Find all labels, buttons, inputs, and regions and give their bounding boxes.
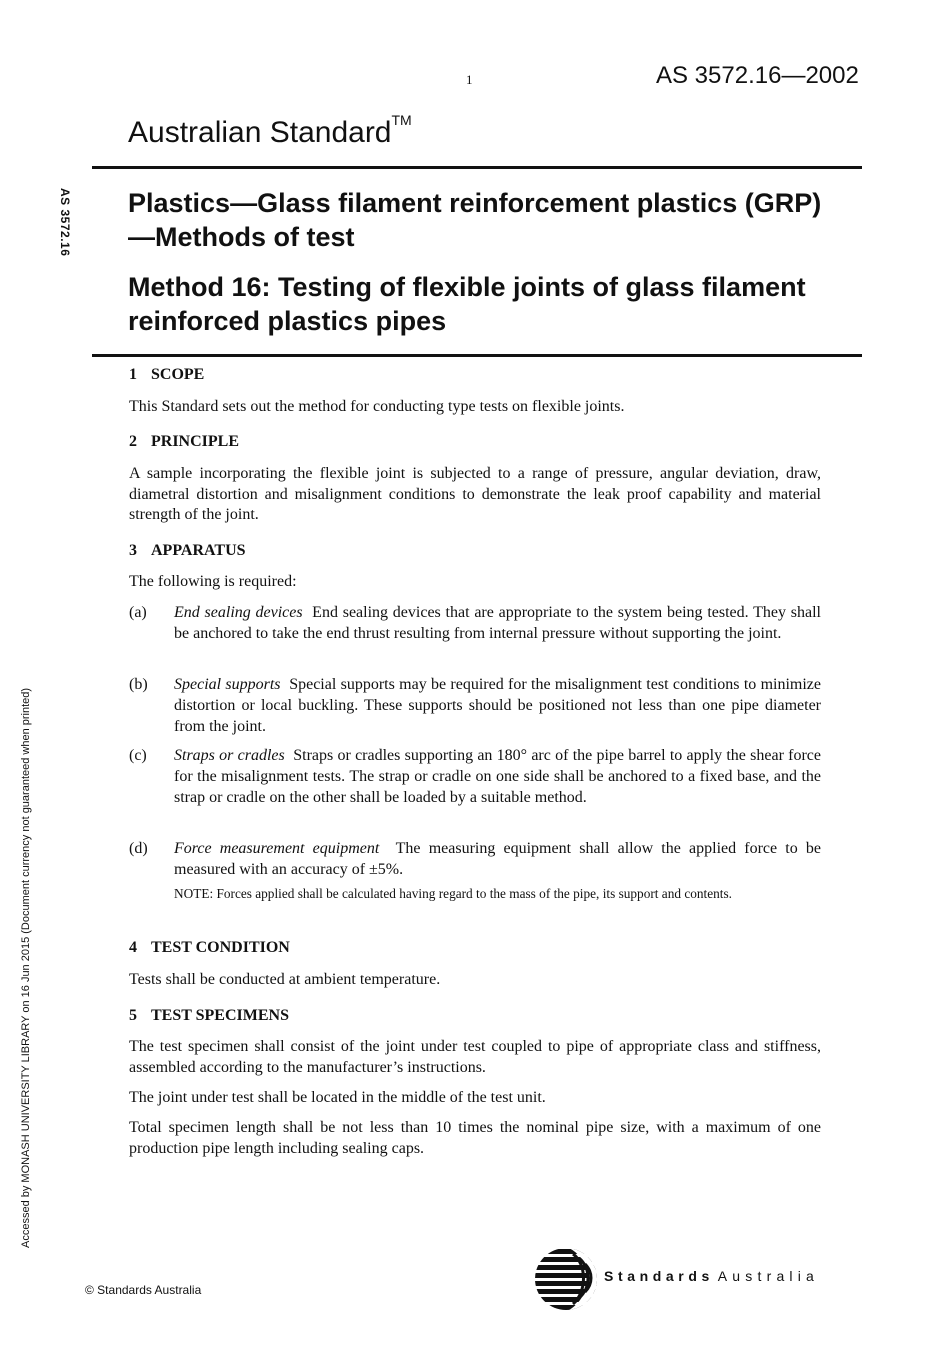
section-number: 2	[129, 433, 137, 450]
section-heading-test-specimens	[129, 1007, 289, 1025]
list-item-term: End sealing devices	[174, 604, 303, 621]
list-item-term: Force measurement equipment	[174, 840, 380, 857]
document-title: Plastics—Glass filament reinforcement plastics (GRP)—Methods of test	[128, 188, 822, 252]
standards-australia-logo-icon	[533, 1246, 599, 1317]
list-item-text: Special supports may be required for the misalignment test conditions to minimize distortion or local buckling. These supports should be positioned not less than one pipe diameter from the joint.	[174, 676, 822, 735]
section-number: 3	[129, 542, 137, 559]
section-number: 1	[129, 366, 137, 383]
title-bottom-rule	[92, 354, 862, 357]
test-condition-text: Tests shall be conducted at ambient temperature.	[129, 971, 441, 988]
apparatus-intro: The following is required:	[129, 573, 297, 590]
list-item-body	[174, 746, 821, 808]
side-access-note: Accessed by MONASH UNIVERSITY LIBRARY on 16 Jun 2015 (Document currency not guaranteed when printed)	[20, 687, 32, 1248]
list-item	[129, 603, 821, 645]
logo-globe-icon	[533, 1246, 599, 1312]
wordmark-regular: Australia	[717, 1268, 820, 1284]
list-item-body	[174, 839, 821, 881]
section-heading-scope	[129, 366, 204, 384]
list-item-term: Special supports	[174, 676, 281, 693]
list-item-label: (c)	[129, 747, 147, 764]
list-item	[129, 746, 821, 808]
list-item-term: Straps or cradles	[174, 747, 285, 764]
list-item-text: The measuring equipment shall allow the applied force to be measured with an accuracy of ±5%.	[174, 840, 822, 878]
section-heading-apparatus	[129, 542, 246, 560]
principle-text: A sample incorporating the flexible joint is subjected to a range of pressure, angular deviation, draw, diametral distortion and misalignment conditions to demonstrate the leak proof capability and material strength of the joint.	[129, 465, 821, 523]
side-standard-code: AS 3572.16	[58, 188, 72, 257]
list-item-label: (a)	[129, 604, 147, 621]
list-item-label: (b)	[129, 676, 148, 693]
series-title	[128, 112, 412, 150]
section-heading-text: APPARATUS	[151, 542, 246, 559]
copyright-notice: © Standards Australia	[85, 1283, 202, 1297]
section-number: 5	[129, 1007, 137, 1024]
scope-text: This Standard sets out the method for conducting type tests on flexible joints.	[129, 398, 625, 415]
list-item-text: End sealing devices that are appropriate to the system being tested. They shall be anchored to take the end thrust resulting from internal pressure without supporting the joint.	[174, 604, 821, 642]
standards-australia-wordmark	[604, 1268, 819, 1284]
test-specimens-paragraph: The test specimen shall consist of the joint under test coupled to pipe of appropriate class and stiffness, assembled according to the manufacturer’s instructions.	[129, 1038, 821, 1076]
section-number: 4	[129, 939, 137, 956]
section-heading-test-condition	[129, 939, 290, 957]
list-item-body	[174, 675, 821, 737]
series-title-text: Australian Standard	[128, 116, 392, 149]
test-specimens-paragraph: The joint under test shall be located in the middle of the test unit.	[129, 1089, 546, 1106]
list-item-body	[174, 603, 821, 645]
apparatus-note: NOTE: Forces applied shall be calculated having regard to the mass of the pipe, its support and contents.	[174, 886, 732, 901]
standard-number: AS 3572.16—2002	[656, 62, 859, 89]
section-heading-text: SCOPE	[151, 366, 205, 383]
section-heading-text: TEST CONDITION	[151, 939, 290, 956]
top-rule	[92, 166, 862, 169]
test-specimens-paragraph: Total specimen length shall be not less than 10 times the nominal pipe size, with a maximum of one production pipe length including sealing caps.	[129, 1119, 821, 1157]
list-item	[129, 675, 821, 737]
trademark-symbol: TM	[391, 112, 412, 128]
wordmark-bold: Standards	[604, 1268, 714, 1284]
section-heading-principle	[129, 433, 239, 451]
method-title: Method 16: Testing of flexible joints of glass filament reinforced plastics pipes	[128, 272, 806, 336]
list-item-text: Straps or cradles supporting an 180° arc of the pipe barrel to apply the shear force for the misalignment tests. The strap or cradle on one side shall be anchored to a fixed base, and the strap or cradle on the other shall be loaded by a suitable method.	[174, 747, 822, 806]
section-heading-text: TEST SPECIMENS	[151, 1007, 289, 1024]
page-number: 1	[466, 72, 473, 87]
section-heading-text: PRINCIPLE	[151, 433, 240, 450]
list-item-label: (d)	[129, 840, 148, 857]
list-item	[129, 839, 821, 881]
